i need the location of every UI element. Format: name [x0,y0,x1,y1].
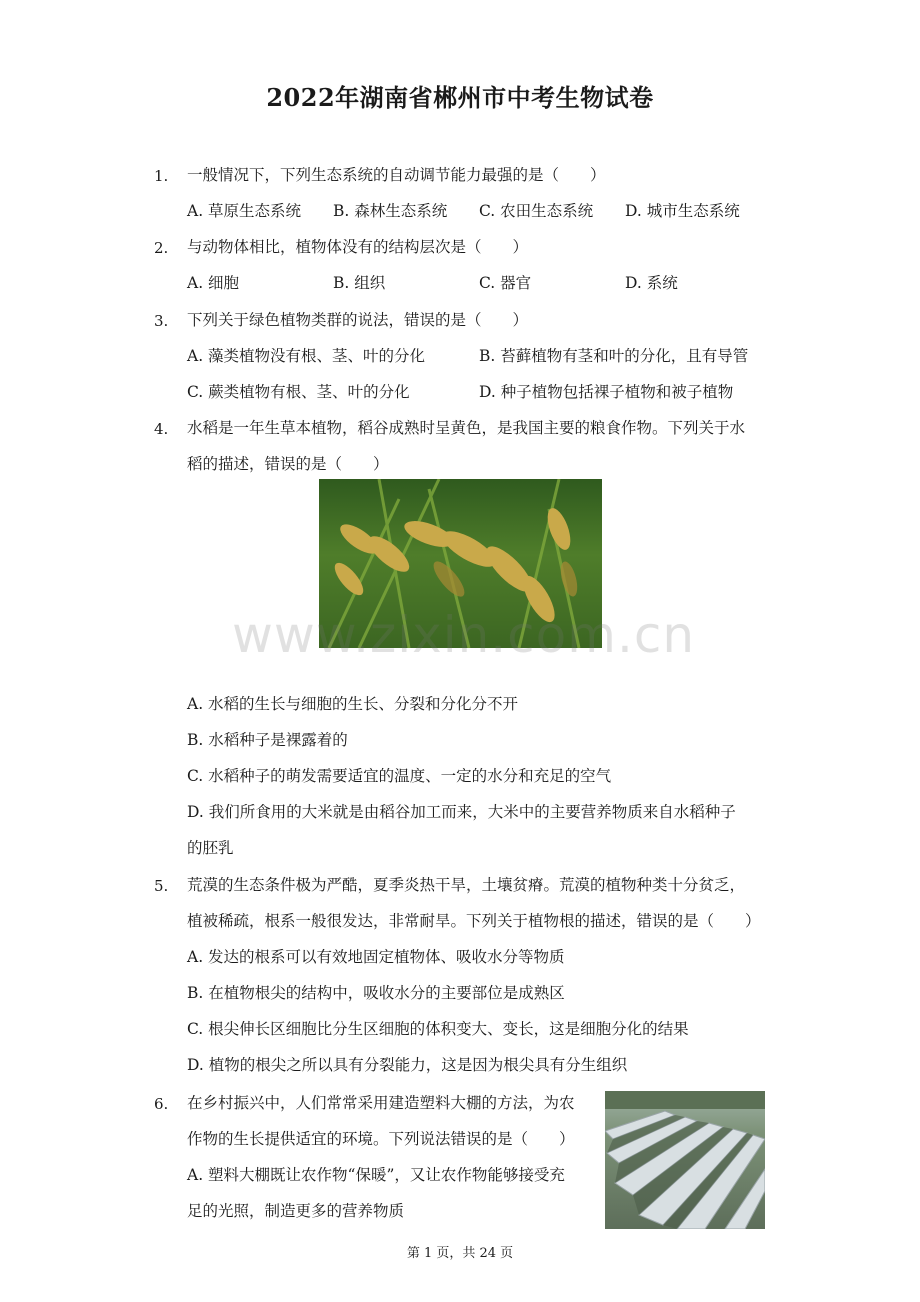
q4-option-c: C. 水稻种子的萌发需要适宜的温度、一定的水分和充足的空气 [187,767,612,785]
page-footer: 第 1 页，共 24 页 [406,1246,514,1261]
q2-option-a: A. 细胞 [187,274,240,292]
q1-option-a: A. 草原生态系统 [187,202,302,220]
question-6-number: 6. [154,1095,169,1113]
q1-option-c: C. 农田生态系统 [479,202,594,220]
q6-option-a-continued: 足的光照，制造更多的营养物质 [187,1202,405,1220]
question-1-number: 1. [154,167,169,185]
question-5-stem-line-1: 荒漠的生态条件极为严酷，夏季炎热干旱，土壤贫瘠。荒漠的植物种类十分贫乏， [187,876,746,894]
question-3-number: 3. [154,312,169,330]
greenhouse-photo [605,1091,765,1229]
question-6-stem-line-2: 作物的生长提供适宜的环境。下列说法错误的是（ ） [187,1130,575,1148]
watermark: www.zixin.com.cn [232,606,696,664]
question-5-stem-line-2: 植被稀疏，根系一般很发达，非常耐旱。下列关于植物根的描述，错误的是（ ） [187,912,761,930]
q3-option-d: D. 种子植物包括裸子植物和被子植物 [479,383,734,401]
question-4-stem-line-1: 水稻是一年生草本植物，稻谷成熟时呈黄色，是我国主要的粮食作物。下列关于水 [187,419,746,437]
q4-option-d-continued: 的胚乳 [187,839,234,857]
q5-option-d: D. 植物的根尖之所以具有分裂能力，这是因为根尖具有分生组织 [187,1056,628,1074]
greenhouse-illustration [605,1091,765,1229]
question-2-stem: 与动物体相比，植物体没有的结构层次是（ ） [187,238,529,256]
question-6-stem-line-1: 在乡村振兴中，人们常常采用建造塑料大棚的方法，为农 [187,1094,575,1112]
question-4-number: 4. [154,420,169,438]
question-1-stem: 一般情况下，下列生态系统的自动调节能力最强的是（ ） [187,166,606,184]
question-4-stem-line-2: 稻的描述，错误的是（ ） [187,455,389,473]
q3-option-a: A. 藻类植物没有根、茎、叶的分化 [187,347,426,365]
q1-option-d: D. 城市生态系统 [625,202,740,220]
question-3-stem: 下列关于绿色植物类群的说法，错误的是（ ） [187,311,529,329]
q5-option-c: C. 根尖伸长区细胞比分生区细胞的体积变大、变长，这是细胞分化的结果 [187,1020,689,1038]
question-2-number: 2. [154,239,169,257]
q2-option-d: D. 系统 [625,274,678,292]
q3-option-c: C. 蕨类植物有根、茎、叶的分化 [187,383,410,401]
q2-option-b: B. 组织 [333,274,386,292]
question-5-number: 5. [154,877,169,895]
q2-option-c: C. 器官 [479,274,532,292]
page-title: 2022年湖南省郴州市中考生物试卷 [266,83,654,112]
q1-option-b: B. 森林生态系统 [333,202,448,220]
q4-option-d: D. 我们所食用的大米就是由稻谷加工而来，大米中的主要营养物质来自水稻种子 [187,803,736,821]
q6-option-a: A. 塑料大棚既让农作物“保暖”，又让农作物能够接受充 [187,1166,565,1184]
q3-option-b: B. 苔藓植物有茎和叶的分化，且有导管 [479,347,749,365]
q4-option-a: A. 水稻的生长与细胞的生长、分裂和分化分不开 [187,695,519,713]
q5-option-b: B. 在植物根尖的结构中，吸收水分的主要部位是成熟区 [187,984,565,1002]
q5-option-a: A. 发达的根系可以有效地固定植物体、吸收水分等物质 [187,948,565,966]
q4-option-b: B. 水稻种子是裸露着的 [187,731,348,749]
